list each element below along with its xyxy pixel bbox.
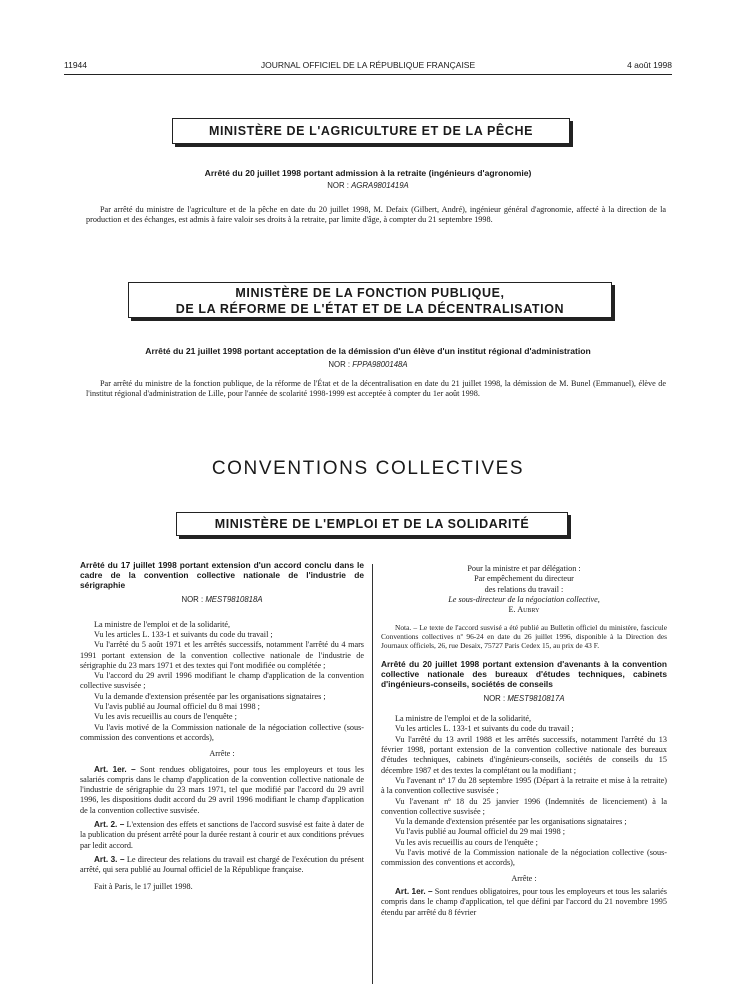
nota-note	[381, 623, 667, 650]
article-text: Sont rendues obligatoires, pour tous les employeurs et tous les salariés compris dans le champ d'application, tel que défini par l'accord du 21 novembre 1995 étendu par arrêté du 8 février	[381, 886, 667, 917]
right-column	[381, 564, 667, 918]
nor-label: NOR :	[181, 595, 204, 605]
ministry-title: MINISTÈRE DE L'EMPLOI ET DE LA SOLIDARITÉ	[214, 517, 530, 531]
visa-paragraph: Vu l'avis publié au Journal officiel du 8 mai 1998 ;	[94, 702, 260, 712]
visa-paragraph: La ministre de l'emploi et de la solidarité,	[395, 714, 532, 724]
visa-paragraph: Vu la demande d'extension présentée par les organisations signataires ;	[395, 817, 627, 827]
ministry-box-agriculture	[172, 118, 570, 144]
arrete-label: Arrête :	[511, 873, 537, 883]
decree-title: Arrêté du 20 juillet 1998 portant admission à la retraite (ingénieurs d'agronomie)	[204, 168, 532, 178]
visa-paragraph: Vu les articles L. 133-1 et suivants du code du travail ;	[94, 629, 273, 639]
page-number: 11944	[64, 60, 88, 70]
article-label: Art. 1er. –	[94, 764, 136, 774]
nor-label: NOR :	[328, 360, 351, 369]
decree-title: Arrêté du 21 juillet 1998 portant acceptation de la démission d'un élève d'un institut régional d'administration	[145, 346, 591, 356]
header-rule	[64, 74, 672, 75]
page-header	[64, 60, 672, 74]
article-label: Art. 3. –	[94, 854, 125, 864]
nor-label: NOR :	[483, 693, 506, 703]
nor-reference	[64, 181, 672, 190]
article-2	[80, 820, 364, 851]
decree-title: Arrêté du 17 juillet 1998 portant extension d'un accord conclu dans le cadre de la convention collective nationale de l'industrie de sérigraphie	[80, 560, 364, 590]
left-column	[80, 561, 364, 892]
visa-paragraph: Vu les avis recueillis au cours de l'enquête ;	[94, 712, 237, 722]
ministry-title-line1: MINISTÈRE DE LA FONCTION PUBLIQUE,	[235, 286, 505, 300]
decree-body	[86, 379, 666, 399]
nor-code: MEST9810818A	[205, 595, 263, 605]
section-heading: CONVENTIONS COLLECTIVES	[211, 458, 525, 479]
visa-paragraph: Vu l'avis publié au Journal officiel du 29 mai 1998 ;	[395, 827, 566, 837]
article-1	[80, 765, 364, 816]
decree-title: Arrêté du 20 juillet 1998 portant extension d'avenants à la convention collective nationale des bureaux d'études techniques, cabinets d'ingénieurs-conseils, sociétés de conseils	[381, 659, 667, 690]
article-label: Art. 1er. –	[395, 886, 433, 896]
ministry-title: MINISTÈRE DE L'AGRICULTURE ET DE LA PÊCHE	[208, 124, 534, 138]
nota-text: Nota. – Le texte de l'accord susvisé a été publié au Bulletin officiel du ministère, fascicule Conventions collectives nº 96-24 en date du 26 juillet 1996, disponible à la Direction des Journaux officiels, 26, rue Desaix, 75727 Paris Cedex 15, au prix de 43 F.	[381, 623, 667, 651]
article-text: L'extension des effets et sanctions de l'accord susvisé est faite à dater de la publication du présent arrêté pour la durée restant à courir et aux conditions prévues par ledit accord.	[80, 820, 364, 850]
ministry-box-fonction-publique	[128, 282, 612, 318]
visa-paragraph: Vu l'arrêté du 5 août 1971 et les arrêtés successifs, notamment l'arrêté du 4 mars 1991 portant extension de la convention collective nationale de l'industrie de sérigraphie du 23 mars 1971 et des textes qui l'ont modifiée ou complétée ;	[80, 640, 364, 670]
decree-paragraph: Par arrêté du ministre de l'agriculture et de la pêche en date du 20 juillet 1998, M. Defaix (Gilbert, André), ingénieur général d'agronomie, affecté à la direction de la production et des échanges, est admis à faire valoir ses droits à la retraite, par limite d'âge, à compter du 21 septembre 1998.	[86, 205, 666, 224]
publication-date: 4 août 1998	[627, 60, 672, 70]
visa-paragraph: Vu les avis recueillis au cours de l'enquête ;	[395, 837, 538, 847]
article-text: Sont rendues obligatoires, pour tous les employeurs et tous les salariés compris dans le champ d'application de la convention collective nationale de l'industrie de sérigraphie du 23 mars 1971, tel que modifié par l'accord du 29 avril 1996, les dispositions dudit accord du 29 avril 1996 modifiant le champ d'application de la convention collective susvisée.	[80, 764, 364, 815]
signature-line: Le sous-directeur de la négociation collective,	[448, 594, 600, 604]
visa-paragraph: Vu les articles L. 133-1 et suivants du code du travail ;	[395, 724, 574, 734]
signature-line: Par empêchement du directeur	[474, 574, 574, 584]
visa-paragraph: Vu l'avenant nº 17 du 28 septembre 1995 (Départ à la retraite et mise à la retraite) à la convention collective susvisée ;	[381, 775, 667, 796]
visa-paragraph: Vu l'arrêté du 13 avril 1988 et les arrêtés successifs, notamment l'arrêté du 13 février 1998, portant extension de la convention collective nationale des bureaux d'études techniques, cabinets d'ingénieurs-conseils, sociétés de conseils du 15 décembre 1987 et des textes la complétant ou la modifiant ;	[381, 734, 667, 775]
visa-paragraph: Vu l'avenant nº 18 du 25 janvier 1996 (Indemnités de licenciement) à la convention collective susvisée ;	[381, 796, 667, 816]
visa-paragraph: Vu l'accord du 29 avril 1996 modifiant le champ d'application de la convention collective susvisée ;	[80, 671, 364, 691]
nor-reference	[381, 694, 667, 704]
nor-code: FPPA9800148A	[352, 360, 408, 369]
nor-reference	[64, 360, 672, 369]
nor-label: NOR :	[327, 181, 349, 190]
article-text: Le directeur des relations du travail est chargé de l'exécution du présent arrêté, qui sera publié au Journal officiel de la République française.	[80, 854, 364, 875]
column-divider	[372, 564, 373, 984]
signoff: Fait à Paris, le 17 juillet 1998.	[94, 881, 193, 891]
ministry-title-line2: DE LA RÉFORME DE L'ÉTAT ET DE LA DÉCENTRALISATION	[175, 302, 565, 316]
arrete-label: Arrête :	[209, 749, 235, 759]
ministry-box-emploi	[176, 512, 568, 536]
journal-title: JOURNAL OFFICIEL DE LA RÉPUBLIQUE FRANÇAISE	[260, 60, 476, 70]
visa-paragraph: La ministre de l'emploi et de la solidarité,	[94, 619, 231, 629]
signature-line: des relations du travail :	[484, 584, 564, 594]
decree-paragraph: Par arrêté du ministre de la fonction publique, de la réforme de l'État et de la décentralisation en date du 21 juillet 1998, la démission de M. Bunel (Emmanuel), élève de l'institut régional d'administration de Lille, pour l'année de scolarité 1998-1999 est acceptée à compter du 1er août 1998.	[86, 379, 666, 398]
nor-reference	[80, 595, 364, 605]
decree-body	[86, 205, 666, 225]
nor-code: AGRA9801419A	[351, 181, 409, 190]
article-label: Art. 2. –	[94, 820, 125, 830]
visa-paragraph: Vu la demande d'extension présentée par les organisations signataires ;	[94, 691, 326, 701]
article-3	[80, 855, 364, 876]
signature-line: Pour la ministre et par délégation :	[467, 564, 581, 573]
nor-code: MEST9810817A	[507, 693, 565, 703]
article-1	[381, 887, 667, 918]
visa-paragraph: Vu l'avis motivé de la Commission nationale de la négociation collective (sous-commission des conventions et accords),	[381, 848, 667, 868]
signatory-name: E. Aubry	[508, 605, 540, 615]
visa-paragraph: Vu l'avis motivé de la Commission nationale de la négociation collective (sous-commission des conventions et accords),	[80, 722, 364, 742]
